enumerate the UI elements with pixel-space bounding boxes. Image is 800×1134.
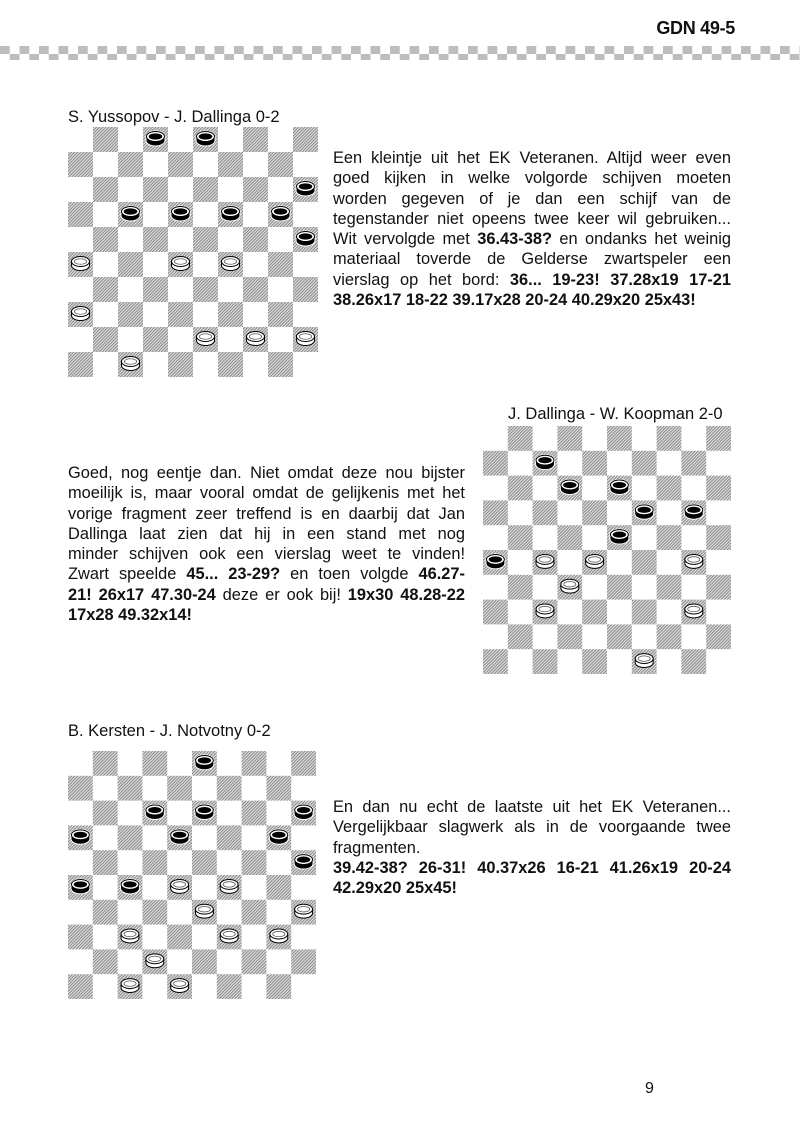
- dark-square: [217, 776, 242, 801]
- dark-square: [243, 127, 268, 152]
- dark-square: [681, 649, 706, 674]
- black-piece: [221, 206, 241, 222]
- dark-square: [93, 177, 118, 202]
- dark-square: [143, 227, 168, 252]
- text-line: [68, 483, 465, 503]
- dark-square: [632, 600, 657, 625]
- dark-square: [242, 850, 267, 875]
- dark-square: [268, 152, 293, 177]
- game-2-board: [483, 426, 731, 674]
- white-piece: [561, 579, 579, 593]
- text-run: materiaal toverde de Gelderse zwartspeler een: [333, 250, 731, 269]
- dark-square: [93, 850, 118, 875]
- dark-square: [218, 152, 243, 177]
- dark-square: [142, 751, 167, 776]
- black-piece: [120, 878, 140, 894]
- white-piece: [72, 257, 90, 271]
- dark-square: [607, 575, 632, 600]
- black-piece: [609, 529, 629, 545]
- dark-square: [118, 825, 143, 850]
- dark-square: [657, 624, 682, 649]
- dark-square: [268, 352, 293, 377]
- page-number: 9: [645, 1080, 654, 1097]
- dark-square: [118, 252, 143, 277]
- move-notation: 36.43-38?: [477, 230, 552, 249]
- white-piece: [536, 554, 554, 568]
- text-line: [68, 605, 465, 625]
- dark-square: [93, 127, 118, 152]
- dark-square: [706, 575, 731, 600]
- text-line: [333, 797, 731, 817]
- dark-square: [218, 352, 243, 377]
- move-notation: 46.27-: [418, 565, 465, 584]
- dark-square: [681, 451, 706, 476]
- dark-square: [143, 277, 168, 302]
- text-line: [333, 838, 731, 858]
- white-piece: [270, 929, 288, 943]
- dark-square: [293, 277, 318, 302]
- white-piece: [297, 332, 315, 346]
- dark-square: [193, 227, 218, 252]
- game-1-commentary: [333, 148, 731, 310]
- black-piece: [170, 829, 190, 845]
- dark-square: [268, 252, 293, 277]
- black-piece: [296, 181, 316, 197]
- text-line: [333, 209, 731, 229]
- dark-square: [706, 426, 731, 451]
- dark-square: [93, 751, 118, 776]
- white-piece: [72, 307, 90, 321]
- dark-square: [118, 302, 143, 327]
- dark-square: [291, 751, 316, 776]
- dark-square: [557, 624, 582, 649]
- black-piece: [171, 206, 191, 222]
- dark-square: [582, 500, 607, 525]
- dark-square: [291, 949, 316, 974]
- white-piece: [685, 604, 703, 618]
- white-piece: [146, 954, 164, 968]
- dark-square: [293, 127, 318, 152]
- dark-square: [243, 177, 268, 202]
- game-1-board: [68, 127, 318, 377]
- dark-square: [118, 776, 143, 801]
- text-line: [333, 249, 731, 269]
- move-notation: 17x28 49.32x14!: [68, 606, 192, 625]
- dark-square: [268, 302, 293, 327]
- text-line: [333, 817, 731, 837]
- black-piece: [196, 131, 216, 147]
- dark-square: [632, 550, 657, 575]
- dark-square: [118, 152, 143, 177]
- black-piece: [194, 804, 214, 820]
- white-piece: [220, 929, 238, 943]
- dark-square: [483, 451, 508, 476]
- move-notation: 45... 23-29?: [186, 565, 281, 584]
- text-line: [333, 858, 731, 878]
- black-piece: [194, 754, 214, 770]
- text-run: Zwart speelde: [68, 565, 187, 584]
- dark-square: [93, 327, 118, 352]
- dark-square: [68, 202, 93, 227]
- dark-square: [508, 624, 533, 649]
- white-piece: [122, 357, 140, 371]
- dark-square: [533, 649, 558, 674]
- text-run: vierslag op het bord:: [333, 270, 510, 289]
- text-run: Goed, nog eentje dan. Niet omdat deze nou bijster: [68, 464, 465, 482]
- text-run: vorige fragment zeer treffend is en daarbij dat Jan: [68, 504, 465, 523]
- text-line: [333, 270, 731, 290]
- black-piece: [271, 206, 291, 222]
- black-piece: [684, 504, 704, 520]
- move-notation: 19x30 48.28-22: [347, 585, 465, 604]
- text-run: Wit vervolgde met: [333, 230, 478, 249]
- dark-square: [582, 649, 607, 674]
- dark-square: [168, 352, 193, 377]
- dark-square: [193, 277, 218, 302]
- dark-square: [93, 277, 118, 302]
- dark-square: [508, 525, 533, 550]
- dark-square: [68, 925, 93, 950]
- move-notation: 39.42-38? 26-31! 40.37x26 16-21 41.26x19 20-24: [333, 858, 731, 877]
- white-piece: [172, 257, 190, 271]
- dark-square: [142, 850, 167, 875]
- black-piece: [634, 504, 654, 520]
- text-line: [333, 189, 731, 209]
- white-piece: [171, 979, 189, 993]
- text-line: [333, 290, 731, 310]
- dark-square: [242, 949, 267, 974]
- text-run: tegenstander niet opeens twee keer wil gebruiken...: [333, 209, 731, 228]
- text-line: [333, 229, 731, 249]
- dark-square: [192, 850, 217, 875]
- text-run: goed kijken in welke volgorde schijven moeten: [333, 169, 731, 188]
- dark-square: [243, 277, 268, 302]
- game-3-caption: B. Kersten - J. Notvotny 0-2: [68, 722, 271, 740]
- white-piece: [121, 979, 139, 993]
- black-piece: [485, 553, 505, 569]
- game-2-caption: J. Dallinga - W. Koopman 2-0: [508, 405, 723, 423]
- dark-square: [168, 302, 193, 327]
- white-piece: [536, 604, 554, 618]
- game-2-commentary: [68, 463, 465, 625]
- dark-square: [706, 525, 731, 550]
- text-line: [333, 168, 731, 188]
- dark-square: [143, 177, 168, 202]
- white-piece: [195, 904, 213, 918]
- black-piece: [70, 878, 90, 894]
- dark-square: [508, 575, 533, 600]
- white-piece: [121, 929, 139, 943]
- dark-square: [483, 600, 508, 625]
- dark-square: [533, 500, 558, 525]
- dark-square: [68, 152, 93, 177]
- text-run: moeilijk is, maar vooral omdat de gelijkenis met het: [68, 484, 465, 503]
- move-notation: 21! 26x17 47.30-24: [68, 585, 216, 604]
- text-run: Een kleintje uit het EK Veteranen. Altijd weer even: [333, 149, 731, 167]
- dark-square: [607, 426, 632, 451]
- dark-square: [483, 649, 508, 674]
- text-run: worden gegeven of je dan een schijf van de: [333, 189, 731, 208]
- dark-square: [93, 900, 118, 925]
- dark-square: [266, 974, 291, 999]
- text-run: En dan nu echt de laatste uit het EK Veteranen...: [333, 798, 731, 816]
- dark-square: [706, 476, 731, 501]
- dark-square: [68, 974, 93, 999]
- dark-square: [93, 801, 118, 826]
- dark-square: [93, 949, 118, 974]
- dark-square: [657, 575, 682, 600]
- text-line: [68, 564, 465, 584]
- dark-square: [657, 525, 682, 550]
- dark-square: [657, 476, 682, 501]
- text-line: [333, 148, 731, 168]
- dark-square: [143, 327, 168, 352]
- black-piece: [294, 804, 314, 820]
- dark-square: [167, 776, 192, 801]
- white-piece: [586, 554, 604, 568]
- dark-square: [582, 451, 607, 476]
- text-line: [68, 585, 465, 605]
- white-piece: [685, 554, 703, 568]
- dark-square: [218, 302, 243, 327]
- text-run: Dallinga laat zien dat hij in een stand met nog: [68, 524, 465, 543]
- black-piece: [609, 479, 629, 495]
- white-piece: [635, 654, 653, 668]
- black-piece: [560, 479, 580, 495]
- dark-square: [68, 352, 93, 377]
- move-notation: 36... 19-23! 37.28x19 17-21: [509, 270, 731, 289]
- black-piece: [294, 854, 314, 870]
- white-piece: [220, 879, 238, 893]
- text-run: deze er ook bij!: [215, 585, 348, 604]
- dark-square: [632, 451, 657, 476]
- dark-square: [193, 177, 218, 202]
- dark-square: [192, 949, 217, 974]
- dark-square: [93, 227, 118, 252]
- dark-square: [508, 426, 533, 451]
- text-line: [68, 544, 465, 564]
- text-run: Vergelijkbaar slagwerk als in de voorgaande twee: [333, 818, 731, 837]
- checkered-header-band: [0, 46, 800, 61]
- dark-square: [266, 776, 291, 801]
- dark-square: [243, 227, 268, 252]
- text-run: en toen volgde: [280, 565, 419, 584]
- dark-square: [242, 751, 267, 776]
- dark-square: [657, 426, 682, 451]
- black-piece: [269, 829, 289, 845]
- text-run: fragmenten.: [333, 838, 421, 857]
- game-3-board: [68, 751, 316, 999]
- dark-square: [217, 825, 242, 850]
- dark-square: [242, 801, 267, 826]
- game-3-commentary: [333, 797, 731, 898]
- white-piece: [171, 879, 189, 893]
- text-line: [333, 878, 731, 898]
- black-piece: [145, 804, 165, 820]
- game-1-caption: S. Yussopov - J. Dallinga 0-2: [68, 108, 280, 126]
- text-line: [68, 504, 465, 524]
- move-notation: 38.26x17 18-22 39.17x28 20-24 40.29x20 25x43!: [333, 291, 696, 310]
- dark-square: [266, 875, 291, 900]
- move-notation: 42.29x20 25x45!: [333, 879, 457, 898]
- dark-square: [557, 426, 582, 451]
- black-piece: [121, 206, 141, 222]
- white-piece: [222, 257, 240, 271]
- text-line: [68, 463, 465, 483]
- black-piece: [70, 829, 90, 845]
- text-run: en ondanks het weinig: [551, 230, 731, 249]
- white-piece: [197, 332, 215, 346]
- magazine-issue-title: GDN 49-5: [656, 18, 735, 38]
- dark-square: [142, 900, 167, 925]
- dark-square: [582, 600, 607, 625]
- dark-square: [557, 525, 582, 550]
- black-piece: [535, 454, 555, 470]
- dark-square: [508, 476, 533, 501]
- dark-square: [706, 624, 731, 649]
- black-piece: [296, 231, 316, 247]
- white-piece: [247, 332, 265, 346]
- dark-square: [242, 900, 267, 925]
- dark-square: [167, 925, 192, 950]
- white-piece: [295, 904, 313, 918]
- black-piece: [146, 131, 166, 147]
- dark-square: [217, 974, 242, 999]
- dark-square: [68, 776, 93, 801]
- dark-square: [607, 624, 632, 649]
- text-line: [68, 524, 465, 544]
- dark-square: [168, 152, 193, 177]
- text-run: minder schijven ook een vierslag weet te vinden!: [68, 545, 465, 564]
- dark-square: [483, 500, 508, 525]
